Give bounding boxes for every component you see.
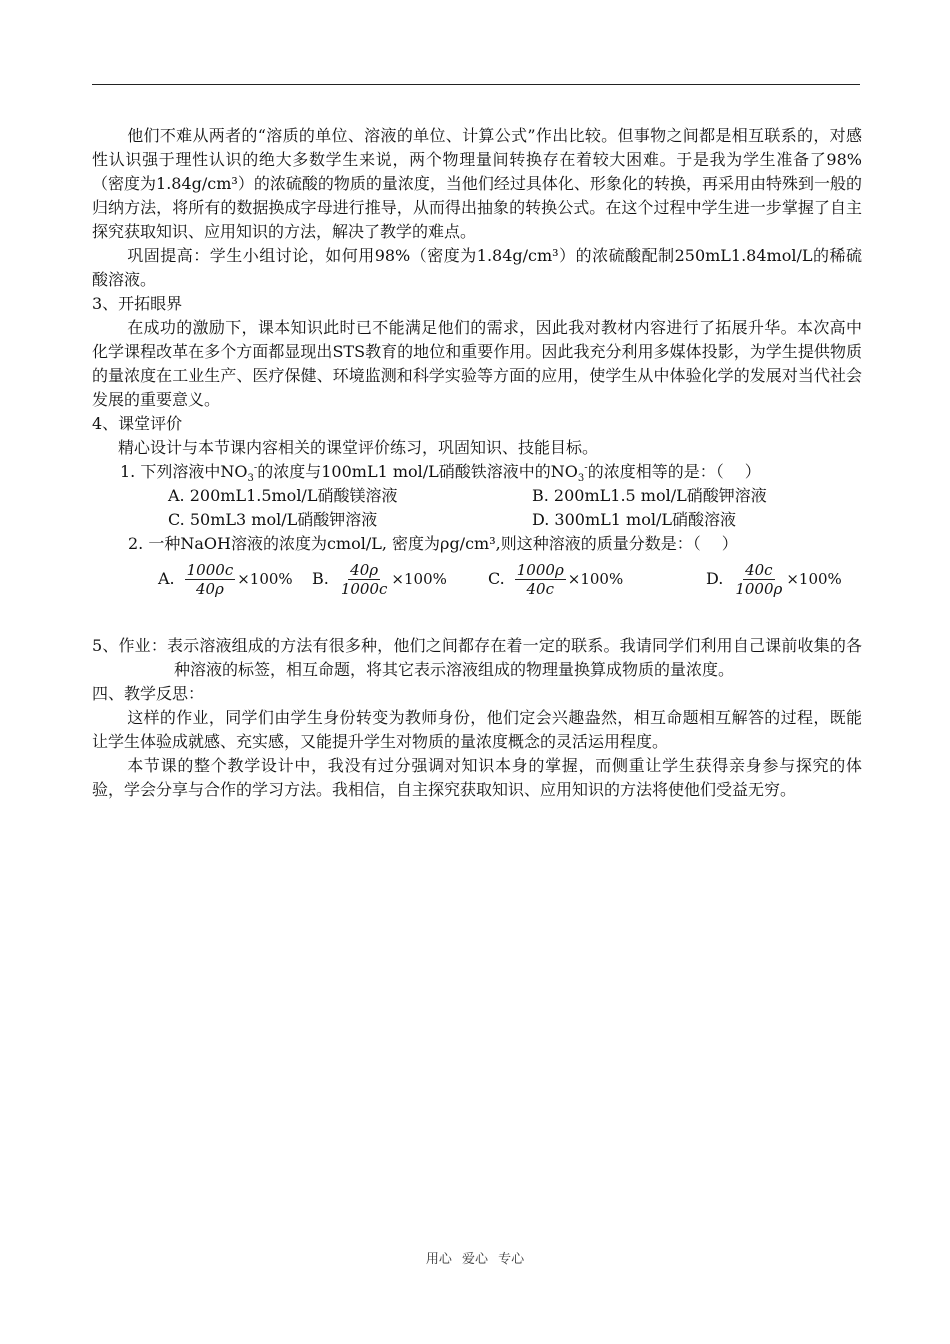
nitrate-ion: $NO_3^-$ (550, 462, 588, 485)
fraction: $\frac{1000\rho}{40c}$ (516, 560, 564, 598)
paragraph-consolidation: 巩固提高：学生小组讨论，如何用98%（密度为1.84g/cm³）的浓硫酸配制250mL1.84mol/L的稀硫酸溶液。 (92, 246, 862, 289)
document-body (92, 124, 862, 802)
paragraph-horizons: 在成功的激励下，课本知识此时已不能满足他们的需求，因此我对教材内容进行了拓展升华。本次高中化学课程改革在多个方面都显现出STS教育的地位和重要作用。因此我充分利用多媒体投影，为学生提供物质的量浓度在工业生产、医疗保健、环境监测和科学实验等方面的应用，使学生从中体验化学的发展对当代社会发展的重要意义。 (92, 318, 862, 409)
nitrate-ion: $NO_3^-$ (220, 462, 258, 485)
reflection-paragraph-2: 本节课的整个教学设计中，我没有过分强调对知识本身的掌握，而侧重让学生获得亲身参与探究的体验，学会分享与合作的学习方法。我相信，自主探究获取知识、应用知识的方法将使他们受益无穷。 (92, 756, 862, 799)
question-1-options-row-2 (92, 508, 862, 532)
question-1-option-c: C. 50mL3 mol/L硝酸钾溶液 (168, 510, 378, 529)
question-1: 1. 下列溶液中$NO_3^-$的浓度与100mL1 mol/L硝酸铁溶液中的$NO_3^-$的浓度相等的是：（ ） (120, 462, 761, 485)
question-1-options-row-1 (92, 484, 862, 508)
section-heading-horizons: 3、开拓眼界 (92, 294, 183, 313)
question-2-options (92, 558, 862, 600)
question-1-option-b: B. 200mL1.5 mol/L硝酸钾溶液 (532, 486, 767, 505)
question-2-option-d: D. $\frac{40c}{1000\rho}$ ×100% (706, 560, 842, 598)
question-2-option-b: B. $\frac{40\rho}{1000c}$ ×100% (312, 560, 447, 598)
section-heading-evaluation: 4、课堂评价 (92, 414, 183, 433)
fraction: $\frac{40c}{1000\rho}$ (735, 560, 783, 598)
fraction: $\frac{40\rho}{1000c}$ (340, 560, 388, 598)
question-1-option-d: D. 300mL1 mol/L硝酸溶液 (532, 510, 736, 529)
question-2: 2. 一种NaOH溶液的浓度为cmol/L, 密度为ρg/cm³,则这种溶液的质量分数是：（ ） (128, 534, 738, 553)
page-footer: 用心 爱心 专心 (425, 1252, 525, 1267)
fraction: $\frac{1000c}{40\rho}$ (186, 560, 234, 598)
paragraph-evaluation: 精心设计与本节课内容相关的课堂评价练习，巩固知识、技能目标。 (118, 438, 599, 457)
question-1-option-a: A. 200mL1.5mol/L硝酸镁溶液 (168, 486, 398, 505)
homework-first-line: 5、作业：表示溶液组成的方法有很多种，他们之间都存在着一定的联系。我请同学们利用自己课前收集的各种溶液的标签，相互命题，将其它表示溶液组成的物理量换算成物质的量浓度。 (92, 636, 862, 679)
reflection-heading: 四、教学反思： (92, 684, 205, 703)
homework-section (92, 634, 862, 682)
header-rule (92, 84, 860, 85)
reflection-paragraph-1: 这样的作业，同学们由学生身份转变为教师身份，他们定会兴趣盎然，相互命题相互解答的过程，既能让学生体验成就感、充实感，又能提升学生对物质的量浓度概念的灵活运用程度。 (92, 708, 862, 751)
question-2-option-a: A. $\frac{1000c}{40\rho}$ ×100% (158, 560, 293, 598)
paragraph-comparison: 他们不难从两者的“溶质的单位、溶液的单位、计算公式”作出比较。但事物之间都是相互联系的，对感性认识强于理性认识的绝大多数学生来说，两个物理量间转换存在着较大困难。于是我为学生准备了98%（密度为1.84g/cm³）的浓硫酸的物质的量浓度，当他们经过具体化、形象化的转换，再采用由特殊到一般的归纳方法，将所有的数据换成字母进行推导，从而得出抽象的转换公式。在这个过程中学生进一步掌握了自主探究获取知识、应用知识的方法，解决了教学的难点。 (92, 126, 862, 241)
question-2-option-c: C. $\frac{1000\rho}{40c}$ ×100% (488, 560, 624, 598)
